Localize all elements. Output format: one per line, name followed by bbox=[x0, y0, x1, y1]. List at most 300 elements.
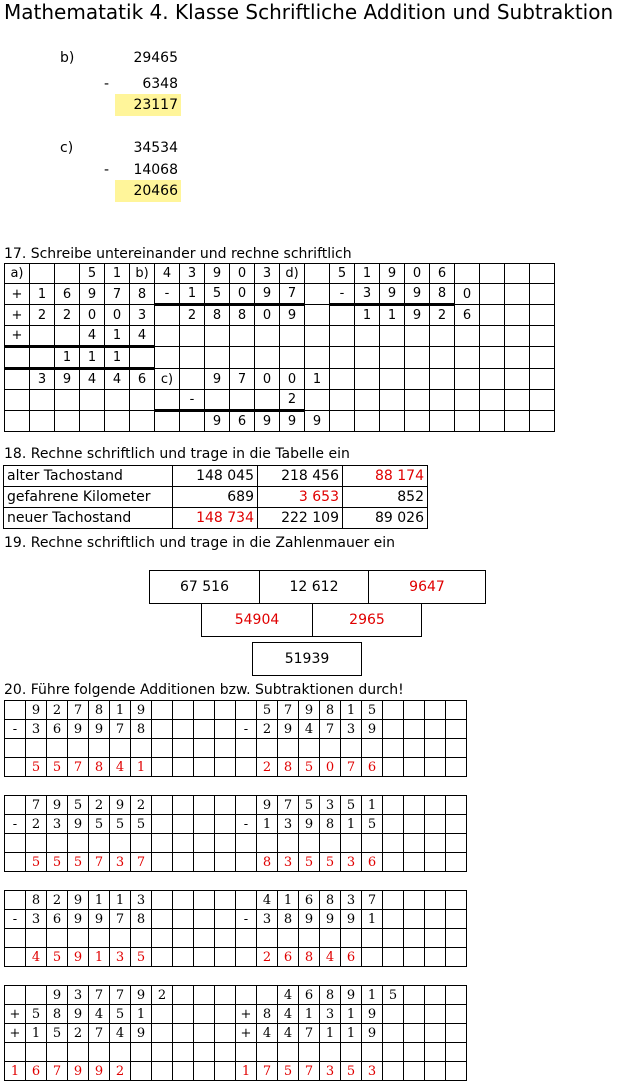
grid-cell bbox=[215, 910, 236, 929]
grid-cell: 2 bbox=[280, 390, 305, 411]
grid-cell bbox=[446, 853, 467, 872]
grid-cell: 8 bbox=[320, 986, 341, 1005]
grid-cell bbox=[404, 910, 425, 929]
grid-cell bbox=[152, 720, 173, 739]
grid-cell: 4 bbox=[80, 326, 105, 347]
grid-cell: 4 bbox=[105, 369, 130, 390]
grid-cell bbox=[152, 1043, 173, 1062]
grid-cell bbox=[446, 910, 467, 929]
grid-cell bbox=[236, 986, 257, 1005]
grid-cell bbox=[173, 1062, 194, 1081]
grid-cell: 7 bbox=[110, 986, 131, 1005]
grid-cell: 1 bbox=[89, 948, 110, 967]
grid-cell: 0 bbox=[405, 264, 430, 284]
grid-cell bbox=[280, 326, 305, 347]
grid-cell: 3 bbox=[110, 948, 131, 967]
grid-cell: 4 bbox=[89, 1005, 110, 1024]
grid-cell bbox=[89, 929, 110, 948]
grid-cell bbox=[194, 720, 215, 739]
grid-cell bbox=[380, 347, 405, 369]
grid-cell: 1 bbox=[278, 891, 299, 910]
grid-cell bbox=[26, 834, 47, 853]
grid-cell bbox=[26, 986, 47, 1005]
grid-cell: 7 bbox=[278, 701, 299, 720]
grid-cell bbox=[55, 264, 80, 284]
grid-cell: 5 bbox=[47, 948, 68, 967]
grid-cell bbox=[194, 701, 215, 720]
grid-cell bbox=[425, 948, 446, 967]
row-label: alter Tachostand bbox=[4, 466, 173, 487]
grid-cell: 8 bbox=[320, 815, 341, 834]
grid-cell: 5 bbox=[110, 1005, 131, 1024]
grid-cell bbox=[455, 347, 480, 369]
grid-cell: 8 bbox=[89, 758, 110, 777]
grid-cell bbox=[5, 758, 26, 777]
grid-cell bbox=[130, 411, 155, 432]
grid-cell bbox=[404, 815, 425, 834]
grid-cell bbox=[194, 1062, 215, 1081]
grid-cell: 7 bbox=[89, 1024, 110, 1043]
grid-cell bbox=[383, 796, 404, 815]
grid-cell bbox=[455, 326, 480, 347]
grid-cell bbox=[5, 834, 26, 853]
grid-cell bbox=[446, 815, 467, 834]
grid-cell bbox=[5, 369, 30, 390]
grid-cell bbox=[110, 1043, 131, 1062]
grid-cell bbox=[446, 986, 467, 1005]
section-20-block-1 bbox=[4, 700, 467, 777]
grid-cell bbox=[68, 929, 89, 948]
grid-cell: - bbox=[236, 720, 257, 739]
grid-cell bbox=[505, 284, 530, 305]
wall-brick-bottom-2: 12 612 bbox=[259, 570, 369, 604]
grid-cell bbox=[230, 390, 255, 411]
grid-cell bbox=[47, 739, 68, 758]
grid-row bbox=[5, 347, 555, 369]
grid-cell: 3 bbox=[130, 305, 155, 326]
grid-cell: 9 bbox=[89, 910, 110, 929]
grid-cell bbox=[446, 739, 467, 758]
grid-cell bbox=[425, 853, 446, 872]
grid-cell bbox=[446, 948, 467, 967]
grid-cell bbox=[455, 369, 480, 390]
grid-cell: 7 bbox=[280, 284, 305, 305]
problem-c-label: c) bbox=[60, 140, 74, 156]
grid-cell: 9 bbox=[47, 986, 68, 1005]
grid-cell bbox=[68, 739, 89, 758]
grid-cell: 7 bbox=[299, 1024, 320, 1043]
grid-cell bbox=[5, 411, 30, 432]
grid-cell: 5 bbox=[68, 796, 89, 815]
grid-cell bbox=[480, 305, 505, 326]
grid-cell: - bbox=[236, 815, 257, 834]
grid-cell bbox=[236, 834, 257, 853]
grid-cell bbox=[194, 948, 215, 967]
grid-cell: 9 bbox=[257, 796, 278, 815]
grid-cell: 3 bbox=[30, 369, 55, 390]
grid-cell bbox=[280, 347, 305, 369]
grid-cell bbox=[305, 264, 330, 284]
grid-cell: 5 bbox=[47, 853, 68, 872]
grid-cell bbox=[5, 701, 26, 720]
problem-c-op: - bbox=[104, 162, 110, 178]
grid-cell bbox=[383, 815, 404, 834]
grid-cell bbox=[299, 929, 320, 948]
grid-cell: 6 bbox=[299, 891, 320, 910]
grid-cell bbox=[257, 834, 278, 853]
table-cell: 222 109 bbox=[258, 508, 343, 529]
grid-cell bbox=[194, 1043, 215, 1062]
grid-cell bbox=[404, 1005, 425, 1024]
grid-cell: - bbox=[236, 910, 257, 929]
section-17-grid bbox=[4, 263, 555, 432]
grid-cell: 5 bbox=[68, 853, 89, 872]
grid-cell bbox=[278, 739, 299, 758]
grid-cell: 6 bbox=[362, 853, 383, 872]
grid-cell bbox=[257, 739, 278, 758]
grid-cell: 1 bbox=[320, 1024, 341, 1043]
grid-cell bbox=[330, 347, 355, 369]
grid-cell: 4 bbox=[257, 1024, 278, 1043]
wall-brick-bottom-1: 67 516 bbox=[149, 570, 260, 604]
grid-cell: 9 bbox=[131, 701, 152, 720]
grid-cell: 0 bbox=[105, 305, 130, 326]
grid-cell bbox=[305, 347, 330, 369]
grid-cell bbox=[383, 891, 404, 910]
grid-cell: 0 bbox=[455, 284, 480, 305]
grid-cell: 1 bbox=[105, 264, 130, 284]
problem-b-top: 29465 bbox=[133, 50, 178, 66]
grid-cell: 9 bbox=[405, 305, 430, 326]
grid-cell: 9 bbox=[68, 720, 89, 739]
grid-cell: 8 bbox=[430, 284, 455, 305]
grid-row bbox=[5, 1062, 467, 1081]
grid-cell bbox=[505, 390, 530, 411]
grid-cell: + bbox=[5, 1024, 26, 1043]
grid-cell bbox=[173, 910, 194, 929]
grid-cell: 2 bbox=[131, 796, 152, 815]
grid-cell bbox=[320, 834, 341, 853]
grid-cell: 5 bbox=[47, 758, 68, 777]
grid-cell: 3 bbox=[180, 264, 205, 284]
grid-cell: 7 bbox=[299, 1062, 320, 1081]
grid-cell: 5 bbox=[205, 284, 230, 305]
grid-cell: 5 bbox=[330, 264, 355, 284]
grid-cell bbox=[30, 390, 55, 411]
grid-cell bbox=[383, 1005, 404, 1024]
problem-b-result: 23117 bbox=[115, 94, 181, 116]
grid-cell: 3 bbox=[320, 796, 341, 815]
grid-cell bbox=[173, 815, 194, 834]
grid-cell bbox=[173, 948, 194, 967]
grid-cell bbox=[47, 929, 68, 948]
grid-cell bbox=[5, 347, 30, 369]
grid-cell bbox=[305, 326, 330, 347]
grid-cell: 7 bbox=[131, 853, 152, 872]
grid-cell: 4 bbox=[278, 1024, 299, 1043]
grid-cell bbox=[404, 853, 425, 872]
grid-cell bbox=[180, 347, 205, 369]
grid-cell bbox=[446, 1005, 467, 1024]
grid-cell bbox=[505, 347, 530, 369]
grid-cell: b) bbox=[130, 264, 155, 284]
grid-cell bbox=[173, 929, 194, 948]
grid-cell bbox=[194, 929, 215, 948]
grid-cell: 8 bbox=[257, 1005, 278, 1024]
table-cell: 689 bbox=[173, 487, 258, 508]
grid-cell bbox=[152, 948, 173, 967]
grid-cell bbox=[215, 834, 236, 853]
grid-cell: 3 bbox=[341, 720, 362, 739]
grid-cell bbox=[404, 834, 425, 853]
grid-cell bbox=[425, 796, 446, 815]
grid-cell bbox=[215, 758, 236, 777]
grid-cell: 8 bbox=[130, 284, 155, 305]
grid-cell bbox=[215, 720, 236, 739]
grid-cell bbox=[430, 411, 455, 432]
grid-cell: 9 bbox=[89, 720, 110, 739]
table-cell-answer: 3 653 bbox=[258, 487, 343, 508]
grid-cell: 6 bbox=[430, 264, 455, 284]
grid-cell bbox=[173, 1043, 194, 1062]
grid-cell bbox=[155, 305, 180, 326]
grid-cell: 1 bbox=[362, 910, 383, 929]
grid-cell bbox=[362, 929, 383, 948]
grid-cell: 9 bbox=[131, 1024, 152, 1043]
grid-cell bbox=[530, 411, 555, 432]
grid-cell bbox=[30, 411, 55, 432]
grid-cell: 8 bbox=[47, 1005, 68, 1024]
grid-cell: 8 bbox=[278, 758, 299, 777]
grid-cell: 5 bbox=[341, 796, 362, 815]
grid-cell bbox=[425, 910, 446, 929]
grid-cell bbox=[68, 834, 89, 853]
grid-cell bbox=[155, 326, 180, 347]
grid-cell: 9 bbox=[68, 815, 89, 834]
grid-cell bbox=[320, 739, 341, 758]
grid-cell bbox=[355, 326, 380, 347]
section-20-block-2 bbox=[4, 795, 467, 872]
grid-row bbox=[5, 390, 555, 411]
grid-cell: 5 bbox=[47, 1024, 68, 1043]
grid-cell: 5 bbox=[341, 1062, 362, 1081]
grid-cell bbox=[446, 758, 467, 777]
grid-cell: 4 bbox=[80, 369, 105, 390]
grid-cell bbox=[155, 411, 180, 432]
section-17-heading: 17. Schreibe untereinander und rechne schriftlich bbox=[4, 246, 352, 262]
grid-cell: 7 bbox=[362, 891, 383, 910]
grid-cell bbox=[215, 739, 236, 758]
grid-cell bbox=[425, 701, 446, 720]
problem-c-top: 34534 bbox=[133, 140, 178, 156]
grid-cell: 3 bbox=[110, 853, 131, 872]
grid-cell bbox=[480, 411, 505, 432]
wall-brick-top: 51939 bbox=[252, 642, 362, 676]
grid-cell bbox=[89, 739, 110, 758]
grid-cell bbox=[505, 411, 530, 432]
grid-cell bbox=[152, 910, 173, 929]
grid-cell: 9 bbox=[68, 1062, 89, 1081]
grid-cell: 1 bbox=[355, 305, 380, 326]
grid-cell: 1 bbox=[131, 1005, 152, 1024]
grid-cell: 9 bbox=[362, 1024, 383, 1043]
grid-cell: 6 bbox=[362, 758, 383, 777]
grid-cell bbox=[425, 1043, 446, 1062]
grid-cell bbox=[480, 369, 505, 390]
grid-cell bbox=[173, 1005, 194, 1024]
grid-cell: 2 bbox=[68, 1024, 89, 1043]
grid-cell: 1 bbox=[110, 891, 131, 910]
grid-cell: 7 bbox=[278, 796, 299, 815]
grid-cell bbox=[405, 326, 430, 347]
grid-cell bbox=[530, 369, 555, 390]
grid-cell: 9 bbox=[280, 411, 305, 432]
grid-row bbox=[5, 284, 555, 305]
grid-cell: 7 bbox=[105, 284, 130, 305]
grid-cell: 9 bbox=[255, 284, 280, 305]
grid-cell bbox=[480, 264, 505, 284]
grid-cell: 5 bbox=[320, 853, 341, 872]
grid-cell bbox=[26, 739, 47, 758]
grid-cell bbox=[152, 853, 173, 872]
grid-cell: 5 bbox=[299, 796, 320, 815]
grid-cell bbox=[255, 347, 280, 369]
grid-cell: c) bbox=[155, 369, 180, 390]
grid-cell: 9 bbox=[320, 910, 341, 929]
grid-cell: - bbox=[5, 720, 26, 739]
grid-cell bbox=[152, 739, 173, 758]
grid-cell: a) bbox=[5, 264, 30, 284]
grid-cell: 7 bbox=[341, 758, 362, 777]
problem-b-label: b) bbox=[60, 50, 75, 66]
grid-cell bbox=[320, 929, 341, 948]
grid-cell: 1 bbox=[341, 815, 362, 834]
grid-row bbox=[5, 910, 467, 929]
grid-cell: 9 bbox=[80, 284, 105, 305]
wall-brick-middle-2: 2965 bbox=[312, 603, 422, 637]
grid-cell: 3 bbox=[362, 1062, 383, 1081]
grid-cell bbox=[173, 701, 194, 720]
grid-cell bbox=[30, 326, 55, 347]
row-label: neuer Tachostand bbox=[4, 508, 173, 529]
grid-cell: 8 bbox=[278, 910, 299, 929]
grid-cell: 1 bbox=[355, 264, 380, 284]
grid-cell bbox=[194, 815, 215, 834]
grid-cell bbox=[80, 411, 105, 432]
grid-cell: 7 bbox=[89, 853, 110, 872]
grid-cell bbox=[383, 948, 404, 967]
grid-cell: 2 bbox=[257, 948, 278, 967]
grid-cell bbox=[30, 347, 55, 369]
grid-cell bbox=[173, 986, 194, 1005]
grid-cell bbox=[194, 986, 215, 1005]
grid-cell: 7 bbox=[47, 1062, 68, 1081]
grid-cell: d) bbox=[280, 264, 305, 284]
table-row bbox=[4, 487, 428, 508]
grid-cell: 8 bbox=[89, 701, 110, 720]
grid-cell bbox=[446, 834, 467, 853]
grid-cell: 9 bbox=[341, 910, 362, 929]
grid-cell bbox=[131, 1062, 152, 1081]
grid-cell bbox=[5, 948, 26, 967]
grid-cell: 6 bbox=[47, 910, 68, 929]
grid-cell: 8 bbox=[131, 720, 152, 739]
grid-cell bbox=[152, 929, 173, 948]
grid-cell bbox=[425, 891, 446, 910]
grid-cell bbox=[530, 264, 555, 284]
grid-cell: 1 bbox=[380, 305, 405, 326]
grid-cell: 1 bbox=[30, 284, 55, 305]
grid-cell bbox=[236, 796, 257, 815]
grid-cell: 5 bbox=[89, 815, 110, 834]
grid-cell bbox=[355, 390, 380, 411]
grid-cell bbox=[278, 834, 299, 853]
grid-cell: 3 bbox=[68, 986, 89, 1005]
grid-cell: 7 bbox=[68, 701, 89, 720]
grid-cell bbox=[330, 390, 355, 411]
grid-cell bbox=[480, 284, 505, 305]
grid-cell: 9 bbox=[405, 284, 430, 305]
grid-cell: 4 bbox=[130, 326, 155, 347]
grid-cell bbox=[30, 264, 55, 284]
grid-cell: 1 bbox=[299, 1005, 320, 1024]
grid-cell bbox=[362, 834, 383, 853]
grid-cell: 8 bbox=[26, 891, 47, 910]
grid-cell bbox=[446, 701, 467, 720]
grid-cell bbox=[330, 305, 355, 326]
grid-cell bbox=[55, 326, 80, 347]
grid-cell: 3 bbox=[278, 815, 299, 834]
grid-cell bbox=[173, 1024, 194, 1043]
grid-cell bbox=[330, 326, 355, 347]
grid-cell bbox=[257, 929, 278, 948]
grid-cell bbox=[404, 1043, 425, 1062]
grid-cell bbox=[446, 929, 467, 948]
grid-cell: 6 bbox=[299, 986, 320, 1005]
grid-cell: + bbox=[236, 1024, 257, 1043]
grid-cell: - bbox=[5, 910, 26, 929]
grid-cell bbox=[180, 369, 205, 390]
grid-cell: 8 bbox=[320, 891, 341, 910]
grid-cell bbox=[152, 701, 173, 720]
grid-cell: 1 bbox=[341, 1005, 362, 1024]
grid-cell bbox=[173, 796, 194, 815]
grid-cell bbox=[194, 796, 215, 815]
grid-cell bbox=[362, 739, 383, 758]
grid-cell bbox=[5, 986, 26, 1005]
grid-cell bbox=[152, 834, 173, 853]
grid-row bbox=[5, 758, 467, 777]
grid-cell bbox=[341, 1043, 362, 1062]
grid-cell bbox=[215, 1005, 236, 1024]
grid-cell: 8 bbox=[299, 948, 320, 967]
section-19-heading: 19. Rechne schriftlich und trage in die Zahlenmauer ein bbox=[4, 535, 396, 551]
problem-b-sub: 6348 bbox=[142, 76, 178, 92]
grid-row bbox=[5, 929, 467, 948]
grid-cell: 9 bbox=[205, 369, 230, 390]
grid-cell bbox=[5, 390, 30, 411]
grid-cell bbox=[505, 326, 530, 347]
grid-cell bbox=[130, 347, 155, 369]
grid-cell: 5 bbox=[26, 758, 47, 777]
grid-cell: 5 bbox=[26, 1005, 47, 1024]
grid-cell bbox=[404, 720, 425, 739]
grid-cell bbox=[425, 834, 446, 853]
page-title: Mathematatik 4. Klasse Schriftliche Addition und Subtraktion bbox=[4, 0, 614, 24]
grid-cell bbox=[236, 758, 257, 777]
grid-cell: 2 bbox=[152, 986, 173, 1005]
grid-cell bbox=[173, 891, 194, 910]
